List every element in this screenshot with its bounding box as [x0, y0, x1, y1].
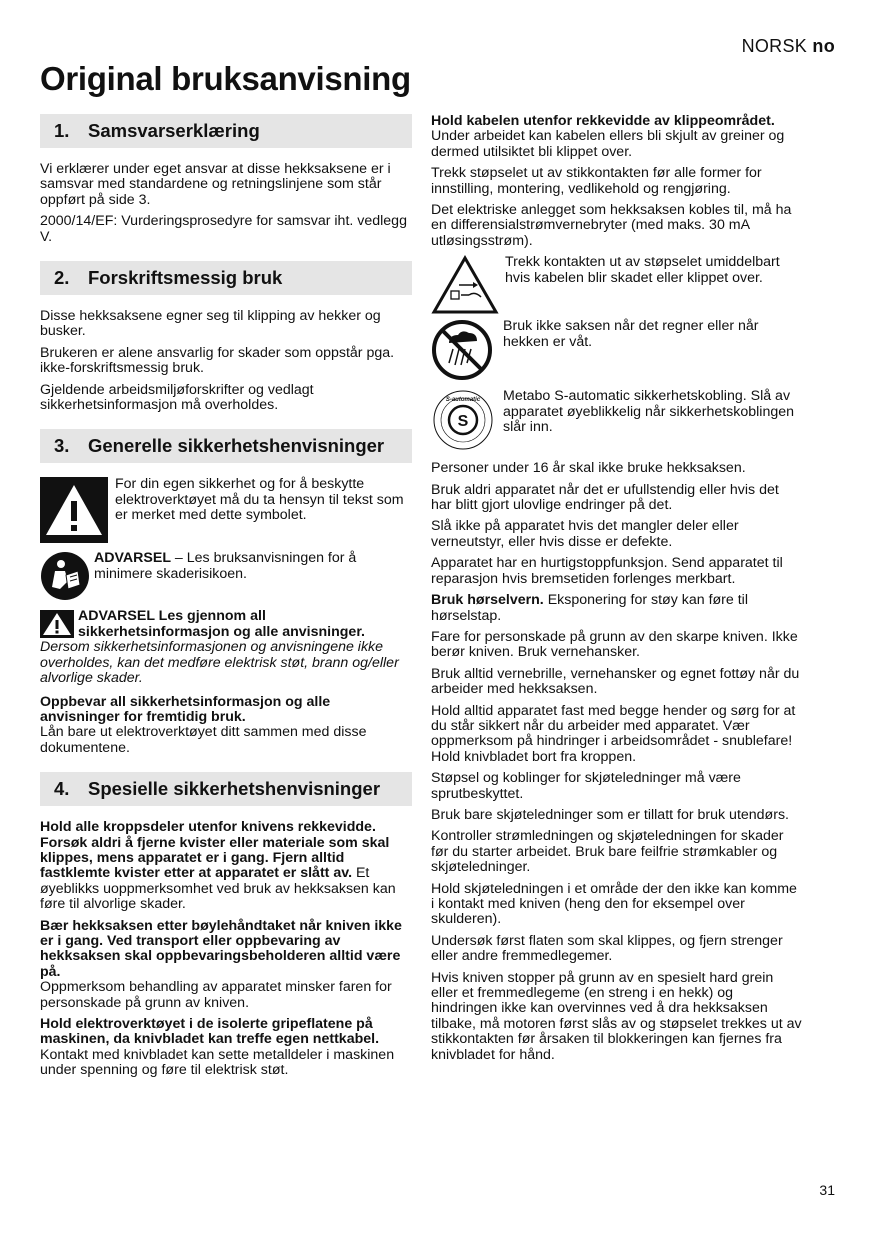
section-2-heading: 2. Forskriftsmessig bruk	[40, 261, 412, 295]
s2-paragraph: Disse hekksaksene egner seg til klipping av hekker og busker.	[40, 308, 381, 340]
section-1-heading: 1. Samsvarserklæring	[40, 114, 412, 148]
s4-paragraph: Hold elektroverktøyet i de isolerte gripeflatene på maskinen, da knivbladet kan treffe egen nettkabel. Kontakt med knivbladet kan sette metalldeler i maskinen under spenning og føre til elektrisk støt.	[40, 1016, 395, 1079]
r-paragraph: Bruk aldri apparatet når det er ufullstendig eller hvis det har blitt gjort ulovlige endringer på det.	[431, 481, 779, 514]
unplug-row	[431, 255, 803, 315]
svg-text:S: S	[457, 413, 469, 431]
read-manual-icon	[40, 551, 90, 601]
r-paragraph: Kontroller strømledningen og skjøteledningen for skader før du starter arbeidet. Bruk bare feilfrie strømkabler og skjøteledninger.	[431, 828, 784, 876]
no-rain-text: Bruk ikke saksen når det regner eller når hekken er våt.	[503, 318, 759, 350]
r-paragraph: Bruk alltid vernebrille, vernehansker og egnet fottøy når du arbeider med hekksaksen.	[431, 665, 800, 698]
r-paragraph: Apparatet har en hurtigstoppfunksjon. Send apparatet til reparasjon hvis bremsetiden forlenges merkbart.	[431, 555, 783, 587]
s4-paragraph: Bær hekksaksen etter bøylehåndtaket når kniven ikke er i gang. Ved transport eller oppbevaring av hekksaksen skal oppbevaringsbeholderen alltid være på. Oppmerksom behandling av apparatet minsker faren for personskade på grunn av kniven.	[40, 917, 402, 1011]
section-3-heading: 3. Generelle sikkerhetshenvisninger	[40, 429, 412, 463]
small-warning-icon	[40, 610, 74, 638]
r-paragraph: Hold skjøteledningen i et område der den ikke kan komme i kontakt med kniven (heng den for eksempel over skulderen).	[431, 880, 797, 928]
s-automatic-text: Metabo S-automatic sikkerhetskobling. Slå av apparatet øyeblikkelig når sikkerhetskoblingen slår inn.	[503, 388, 795, 436]
r-paragraph: Støpsel og koblinger for skjøteledninger må være sprutbeskyttet.	[431, 770, 741, 802]
language-indicator	[742, 36, 835, 57]
s4-paragraph: Hold alle kroppsdeler utenfor knivens rekkevidde. Forsøk aldri å fjerne kvister eller materiale som skal klippes, mens apparatet er i gang. Fjern alltid fastklemte kvister etter at apparatet er slått av. Et øyeblikks uoppmerksomhet ved bruk av hekksaksen kan føre til alvorlige skader.	[40, 819, 396, 913]
s2-paragraph: Gjeldende arbeidsmiljøforskrifter og vedlagt sikkerhetsinformasjon må overholdes.	[40, 381, 314, 414]
left-column	[40, 114, 412, 1085]
s1-paragraph: Vi erklærer under eget ansvar at disse hekksaksene er i samsvar med standardene og retningslinjene som står oppført på side 3.	[40, 161, 391, 208]
symbol-explanation: For din egen sikkerhet og for å beskytte elektroverktøyet må du ta hensyn til tekst som er merket med dette symbolet.	[115, 476, 404, 524]
r-paragraph: Trekk støpselet ut av stikkontakten før alle former for innstilling, montering, vedlikehold og rengjøring.	[431, 165, 762, 197]
keep-instructions: Oppbevar all sikkerhetsinformasjon og alle anvisninger for fremtidig bruk. Lån bare ut elektroverktøyet ditt sammen med disse dokumentene.	[40, 693, 367, 756]
r-paragraph: Undersøk først flaten som skal klippes, og fjern strenger eller andre fremmedlegemer.	[431, 932, 783, 965]
warning-symbol-row	[40, 477, 412, 543]
s1-paragraph: 2000/14/EF: Vurderingsprosedyre for samsvar iht. vedlegg V.	[40, 213, 407, 245]
r-paragraph: Personer under 16 år skal ikke bruke hekksaksen.	[431, 460, 746, 477]
r-paragraph: Bruk bare skjøteledninger som er tillatt for bruk utendørs.	[431, 806, 789, 823]
s-automatic-logo-text: S-automatic	[445, 397, 481, 404]
no-rain-icon	[431, 319, 497, 381]
page-number: 31	[819, 1182, 835, 1198]
s2-paragraph: Brukeren er alene ansvarlig for skader som oppstår pga. ikke-forskriftsmessig bruk.	[40, 344, 395, 377]
r-paragraph: Det elektriske anlegget som hekksaksen kobles til, må ha en differensialstrømvernebryter (med maks. 30 mA utløsingsstrøm).	[431, 202, 792, 249]
language-code: no	[812, 36, 835, 56]
unplug-warning-icon	[431, 255, 499, 315]
right-column	[431, 114, 803, 1069]
read-manual-row: ADVARSEL – Les bruksanvisningen for å minimere skaderisikoen.	[40, 551, 412, 601]
advarsel-paragraph: ADVARSEL Les gjennom all sikkerhetsinformasjon og alle anvisninger. Dersom sikkerhetsinformasjonen og anvisningene ikke overholdes, kan det medføre elektrisk støt, brann og/eller alvorlige skader.	[40, 608, 399, 687]
warning-triangle-icon	[40, 477, 108, 543]
r-paragraph: Hold alltid apparatet fast med begge hender og sørg for at du står sikkert når du arbeider med apparatet. Vær oppmerksom på hindringer i arbeidsområdet - snublefare! Hold knivbladet bort fra kroppen.	[431, 702, 796, 765]
unplug-text: Trekk kontakten ut av støpselet umiddelbart hvis kabelen blir skadet eller klippet over.	[505, 254, 780, 286]
r-paragraph: Hvis kniven stopper på grunn av en spesielt hard grein eller et fremmedlegeme (en streng i en hekk) og hindringen ikke kan overvinnes ved å dra hekksaksen tilbake, må motoren først slås av og støpselet trekkes ut av stikkontakten før årsaken til blokkeringen kan fjernes fra knivbladet for hånd.	[431, 969, 802, 1063]
r-paragraph: Fare for personskade på grunn av den skarpe kniven. Ikke berør kniven. Bruk vernehansker.	[431, 628, 798, 661]
section-4-heading: 4. Spesielle sikkerhetshenvisninger	[40, 772, 412, 806]
page-title: Original bruksanvisning	[40, 60, 411, 97]
r-paragraph: Slå ikke på apparatet hvis det mangler deler eller verneutstyr, eller hvis disse er defekte.	[431, 518, 739, 550]
no-rain-row	[431, 319, 803, 381]
s-automatic-logo-icon	[431, 389, 497, 451]
s-automatic-row	[431, 389, 803, 451]
r-paragraph: Hold kabelen utenfor rekkevidde av klippeområdet. Under arbeidet kan kabelen ellers bli skjult av greiner og dermed utilsiktet bli klippet over.	[431, 113, 785, 160]
language-name: NORSK	[741, 36, 808, 56]
advarsel-label: ADVARSEL	[94, 550, 171, 567]
r-paragraph: Bruk hørselvern. Eksponering for støy kan føre til hørselstap.	[431, 592, 748, 624]
